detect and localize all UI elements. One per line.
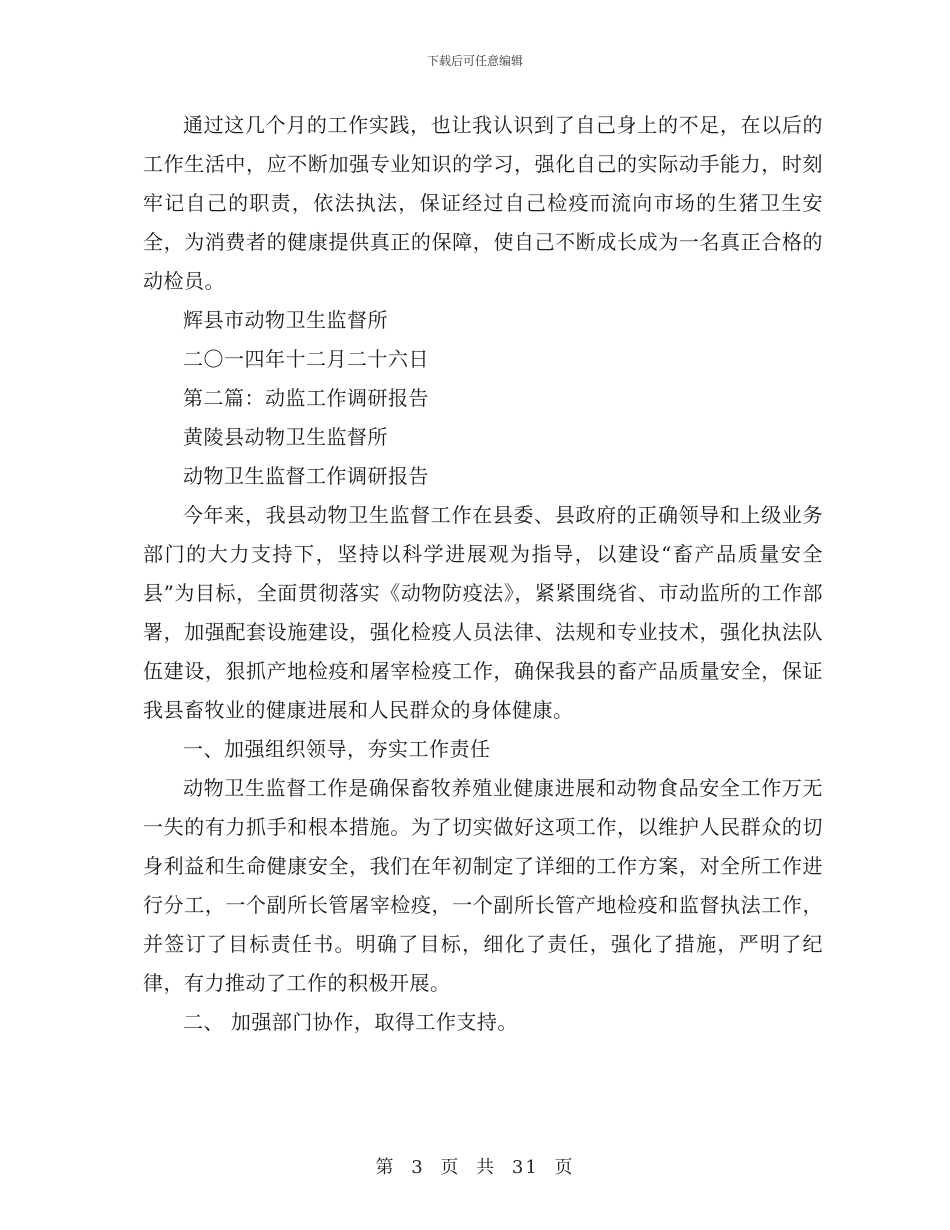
signature-date: 二〇一四年十二月二十六日	[183, 347, 429, 371]
report-org: 黄陵县动物卫生监督所	[183, 425, 388, 449]
page-header: 下载后可任意编辑	[426, 54, 523, 68]
document-body	[143, 106, 823, 1042]
paragraph-intro: 今年来，我县动物卫生监督工作在县委、县政府的正确领导和上级业务部门的大力支持下，坚持以科学进展观为指导，以建设“畜产品质量安全县”为目标，全面贯彻落实《动物防疫法》，紧紧围绕省、市动监所的工作部署，加强配套设施建设，强化检疫人员法律、法规和专业技术，强化执法队伍建设，狠抓产地检疫和屠宰检疫工作，确保我县的畜产品质量安全，保证我县畜牧业的健康进展和人民群众的身体健康。	[143, 503, 823, 722]
section-title: 第二篇：动监工作调研报告	[183, 386, 429, 410]
heading-two: 二、 加强部门协作，取得工作支持。	[183, 1010, 518, 1034]
paragraph-one: 动物卫生监督工作是确保畜牧养殖业健康进展和动物食品安全工作万无一失的有力抓手和根本措施。为了切实做好这项工作，以维护人民群众的切身利益和生命健康安全，我们在年初制定了详细的工作方案，对全所工作进行分工，一个副所长管屠宰检疫，一个副所长管产地检疫和监督执法工作，并签订了目标责任书。明确了目标，细化了责任，强化了措施，严明了纪律，有力推动了工作的积极开展。	[143, 776, 823, 995]
page-footer	[0, 1153, 950, 1179]
footer-page-word: 页	[440, 1157, 461, 1178]
heading-one: 一、加强组织领导，夯实工作责任	[183, 737, 491, 761]
report-title: 动物卫生监督工作调研报告	[183, 464, 429, 488]
signature-org: 辉县市动物卫生监督所	[183, 308, 388, 332]
footer-suffix: 页	[554, 1157, 575, 1178]
footer-prefix: 第	[375, 1157, 396, 1178]
paragraph-conclusion: 通过这几个月的工作实践，也让我认识到了自己身上的不足，在以后的工作生活中，应不断加强专业知识的学习，强化自己的实际动手能力，时刻牢记自己的职责，依法执法，保证经过自己检疫而流向市场的生猪卫生安全，为消费者的健康提供真正的保障，使自己不断成长成为一名真正合格的动检员。	[143, 113, 823, 293]
footer-total-pages: 31	[511, 1157, 539, 1178]
footer-total-word: 共	[476, 1157, 497, 1178]
footer-current-page: 3	[411, 1157, 425, 1178]
